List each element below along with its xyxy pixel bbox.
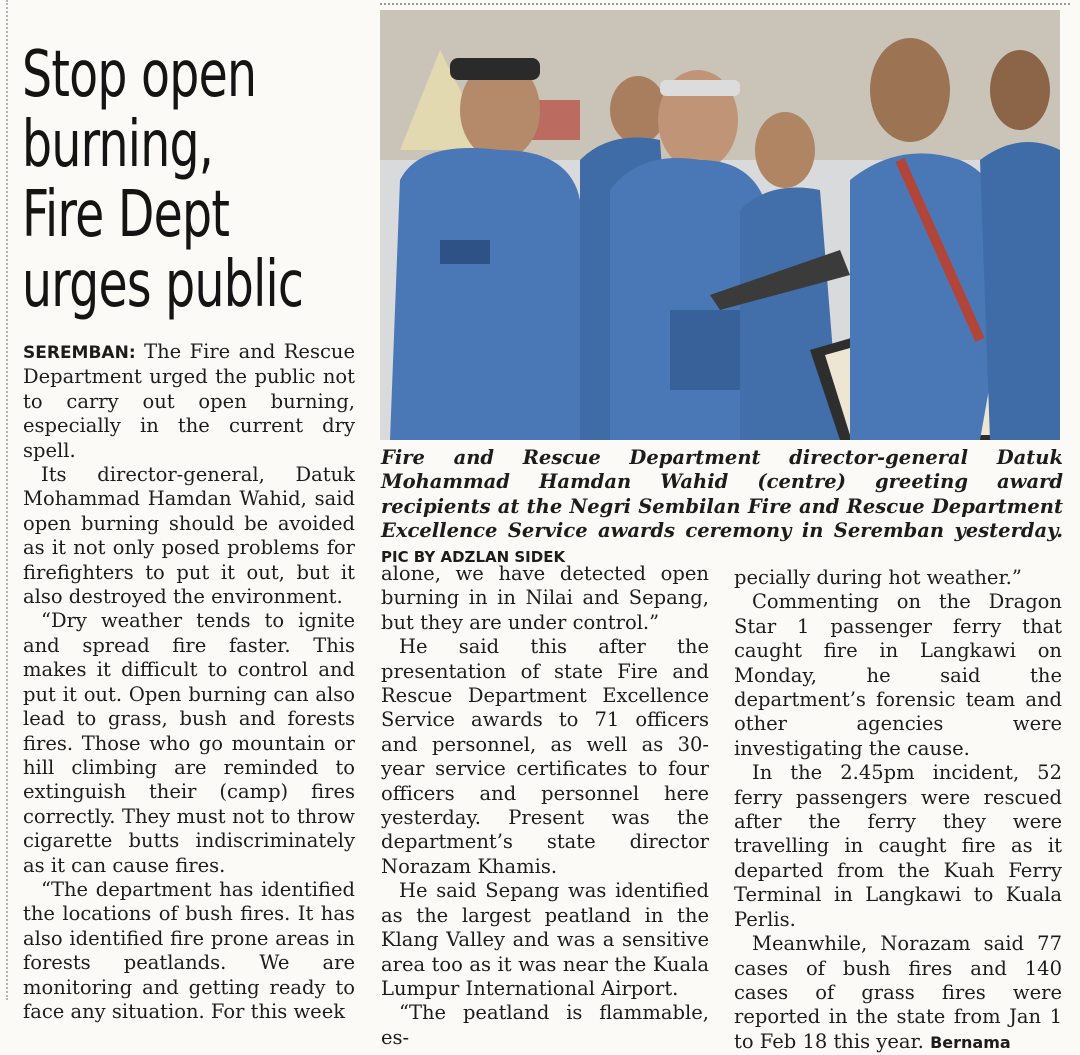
paragraph: He said this after the presentation of state Fire and Rescue Department Excellence Service awards to 71 officers and personnel, as well as 30-year service certificates to four officers and personnel here yesterday. Present was the department’s state director Norazam Khamis. (381, 635, 709, 878)
article-column-2 (381, 562, 709, 1050)
dateline: SEREMBAN: (23, 343, 136, 363)
headline (22, 38, 304, 322)
officers-photo-illustration (380, 10, 1060, 440)
news-agency: Bernama (930, 1032, 1011, 1052)
paragraph: Its director-general, Datuk Mohammad Hamdan Wahid, said open burning should be avoided as it not only posed problems for firefighters to put it out, but it also destroyed the environment. (23, 463, 355, 609)
paragraph: “The peatland is flammable, es- (381, 1001, 709, 1049)
lead-paragraph (23, 340, 355, 463)
closing-text: Meanwhile, Norazam said 77 cases of bush fires and 140 cases of grass fires were reported in the state from Jan 1 to Feb 18 this year. (734, 932, 1062, 1053)
paragraph: “Dry weather tends to ignite and spread fire faster. This makes it difficult to control and put it out. Open burning can also lead to grass, bush and forests fires. Those who go mountain or hill climbing are reminded to extinguish their (camp) fires correctly. They must not to throw cigarette butts indiscriminately as it can cause fires. (23, 609, 355, 877)
paragraph: pecially during hot weather.” (734, 566, 1022, 589)
paragraph: alone, we have detected open burning in in Nilai and Sepang, but they are under control.” (381, 562, 709, 634)
lead-text: The Fire and Rescue Department urged the public not to carry out open burning, especially in the current dry spell. (23, 340, 355, 462)
clipping-edge-top (380, 3, 1070, 5)
headline-line: urges public (22, 248, 304, 322)
paragraph: He said Sepang was identified as the largest peatland in the Klang Valley and was a sensitive area too as it was near the Kuala Lumpur International Airport. (381, 879, 709, 1000)
paragraph: Commenting on the Dragon Star 1 passenger ferry that caught fire in Langkawi on Monday, he said the department’s forensic team and other agencies were investigating the cause. (734, 590, 1062, 760)
headline-line: Stop open (22, 38, 257, 112)
article-column-1 (23, 340, 355, 1024)
clipping-edge-left (6, 0, 8, 1000)
photo-credit: PIC BY ADZLAN SIDEK (381, 547, 566, 566)
paragraph: “The department has identified the locations of bush fires. It has also identified fire prone areas in forests peatlands. We are monitoring and getting ready to face any situation. For this week (23, 877, 355, 1023)
photo-caption (381, 446, 1063, 569)
headline-line: Fire Dept (22, 178, 230, 252)
headline-line: burning, (22, 108, 214, 182)
paragraph: In the 2.45pm incident, 52 ferry passengers were rescued after the ferry they were travelling in caught fire as it departed from the Kuah Ferry Terminal in Langkawi to Kuala Perlis. (734, 761, 1062, 931)
paragraph (734, 932, 1062, 1055)
article-column-3 (734, 566, 1062, 1055)
caption-text: Fire and Rescue Department director-general Datuk Mohammad Hamdan Wahid (centre) greeting award recipients at the Negri Sembilan Fire and Rescue Department Excellence Service awards ceremony in Seremban yesterday. (381, 446, 1063, 543)
news-photo (380, 10, 1060, 440)
